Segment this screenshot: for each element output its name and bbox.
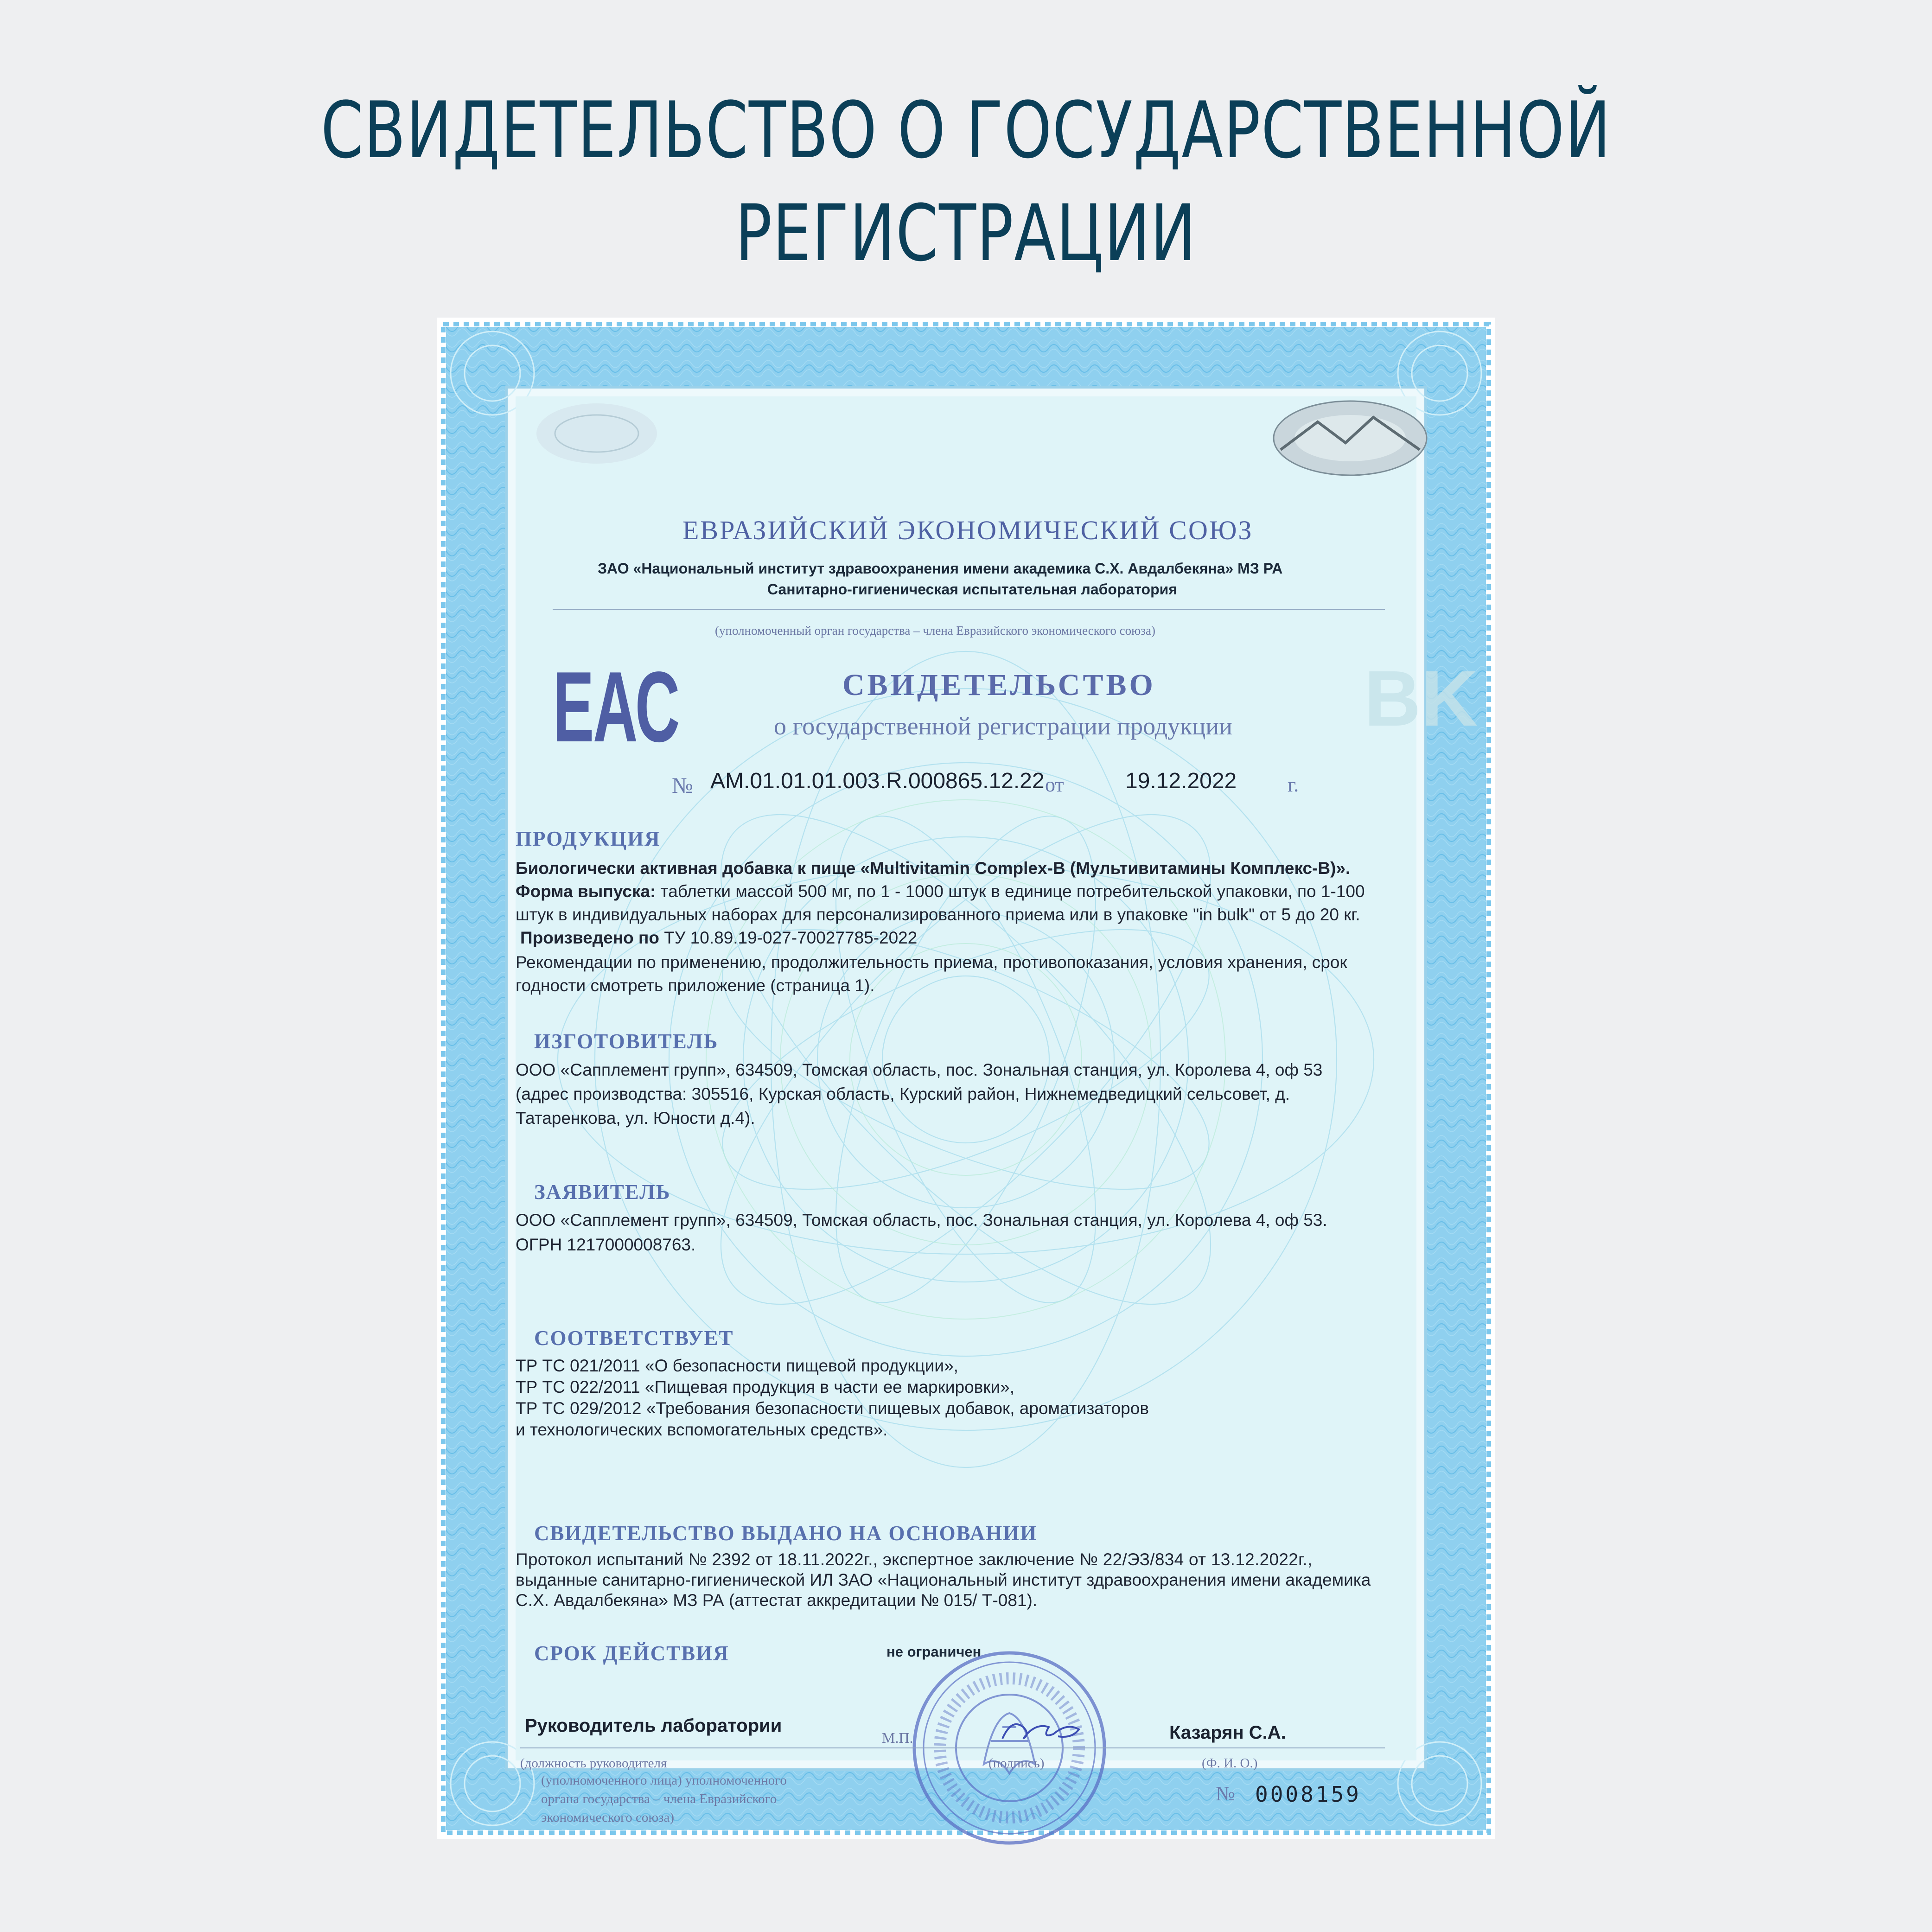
manufacturer-line-2: (адрес производства: 305516, Курская область, Курский район, Нижнемедведицкий сельсовет, д.	[516, 1084, 1290, 1103]
serial-label: №	[1216, 1782, 1235, 1805]
manufacturer-line-3: Татаренкова, ул. Юности д.4).	[516, 1109, 755, 1128]
issuer-line-1: ЗАО «Национальный институт здравоохранения имени академика С.Х. Авдалбекяна» МЗ РА	[598, 560, 1283, 577]
caption-signature: (подпись)	[988, 1756, 1045, 1771]
caption-position-2: (уполномоченного лица) уполномоченного	[541, 1773, 787, 1788]
caption-position-3: органа государства – члена Евразийского	[541, 1792, 777, 1806]
certificate-date: 19.12.2022	[1125, 769, 1237, 793]
form-text: таблетки массой 500 мг, по 1 - 1000 штук в единице потребительской упаковки, по 1-100	[656, 882, 1365, 901]
product-line-6: годности смотреть приложение (страница 1).	[516, 976, 875, 995]
conforms-line-3: ТР ТС 029/2012 «Требования безопасности пищевых добавок, ароматизаторов	[516, 1399, 1149, 1418]
conforms-line-1: ТР ТС 021/2011 «О безопасности пищевой продукции»,	[516, 1356, 958, 1375]
applicant-heading: ЗАЯВИТЕЛЬ	[534, 1180, 671, 1204]
conforms-line-4: и технологических вспомогательных средств».	[516, 1420, 888, 1439]
signatory-position: Руководитель лаборатории	[525, 1715, 782, 1736]
product-line-1: Биологически активная добавка к пище «Multivitamin Complex-B (Мультивитамины Комплекс-В)».	[516, 859, 1351, 878]
manufacturer-heading: ИЗГОТОВИТЕЛЬ	[534, 1030, 719, 1053]
product-line-5: Рекомендации по применению, продолжительность приема, противопоказания, условия хранения, срок	[516, 953, 1347, 972]
basis-line-2: выданные санитарно-гигиенической ИЛ ЗАО «Национальный институт здравоохранения имени академика	[516, 1570, 1371, 1589]
basis-line-3: С.Х. Авдалбекяна» МЗ РА (аттестат аккредитации № 015/ Т-081).	[516, 1591, 1038, 1610]
applicant-line-2: ОГРН 1217000008763.	[516, 1235, 696, 1254]
certificate-number: AM.01.01.01.003.R.000865.12.22	[710, 769, 1045, 793]
product-line-3: штук в индивидуальных наборах для персонализированного приема или в упаковке "in bulk" от 5 до 20 кг.	[516, 905, 1360, 924]
issuer-caption: (уполномоченный орган государства – члена Евразийского экономического союза)	[715, 624, 1155, 638]
product-line-4	[520, 926, 917, 949]
svg-text:BK: BK	[1364, 655, 1478, 743]
applicant-line-1: ООО «Сапплемент групп», 634509, Томская область, пос. Зональная станция, ул. Королева 4, оф 53.	[516, 1211, 1327, 1230]
caption-position-4: экономического союза)	[541, 1810, 675, 1825]
page-title-line-2: РЕГИСТРАЦИИ	[735, 188, 1197, 279]
basis-heading: СВИДЕТЕЛЬСТВО ВЫДАНО НА ОСНОВАНИИ	[534, 1522, 1038, 1545]
signatory-name: Казарян С.А.	[1169, 1722, 1286, 1743]
issuer-underline	[553, 609, 1385, 610]
year-suffix: г.	[1288, 773, 1299, 796]
product-line-2	[516, 880, 1365, 903]
produced-label: Произведено по	[520, 928, 660, 947]
date-label: от	[1045, 773, 1064, 796]
mp-label: М.П.	[882, 1729, 913, 1746]
certificate-title: СВИДЕТЕЛЬСТВО	[842, 668, 1156, 702]
product-heading-label	[516, 827, 661, 851]
caption-name: (Ф. И. О.)	[1202, 1756, 1258, 1771]
product-heading-span: ПРОДУКЦИЯ	[516, 827, 661, 850]
certificate-body	[516, 396, 1478, 1771]
form-label: Форма выпуска:	[516, 882, 656, 901]
validity-value: не ограничен	[886, 1644, 982, 1660]
validity-heading: СРОК ДЕЙСТВИЯ	[534, 1642, 729, 1665]
conforms-line-2: ТР ТС 022/2011 «Пищевая продукция в части ее маркировки»,	[516, 1377, 1015, 1396]
page-title	[212, 79, 1719, 285]
serial-number: 0008159	[1255, 1782, 1361, 1807]
conforms-heading: СООТВЕТСТВУЕТ	[534, 1326, 734, 1350]
certificate-subtitle: о государственной регистрации продукции	[774, 712, 1233, 740]
union-name: ЕВРАЗИЙСКИЙ ЭКОНОМИЧЕСКИЙ СОЮЗ	[682, 515, 1253, 545]
handwritten-signature	[998, 1713, 1090, 1746]
produced-text: ТУ 10.89.19-027-70027785-2022	[659, 928, 918, 947]
eac-mark: ЕАС	[553, 650, 679, 763]
issuer-line-2: Санитарно-гигиеническая испытательная лаборатория	[767, 581, 1177, 598]
certificate-document	[437, 318, 1495, 1839]
signature-underline	[520, 1747, 1385, 1748]
page-title-line-1: СВИДЕТЕЛЬСТВО О ГОСУДАРСТВЕННОЙ	[320, 85, 1612, 176]
manufacturer-line-1: ООО «Сапплемент групп», 634509, Томская область, пос. Зональная станция, ул. Королева 4, оф 53	[516, 1060, 1323, 1079]
caption-position-1: (должность руководителя	[520, 1756, 667, 1771]
basis-line-1: Протокол испытаний № 2392 от 18.11.2022г., экспертное заключение № 22/ЭЗ/834 от 13.12.2022г.,	[516, 1550, 1313, 1569]
number-label: №	[672, 773, 693, 798]
